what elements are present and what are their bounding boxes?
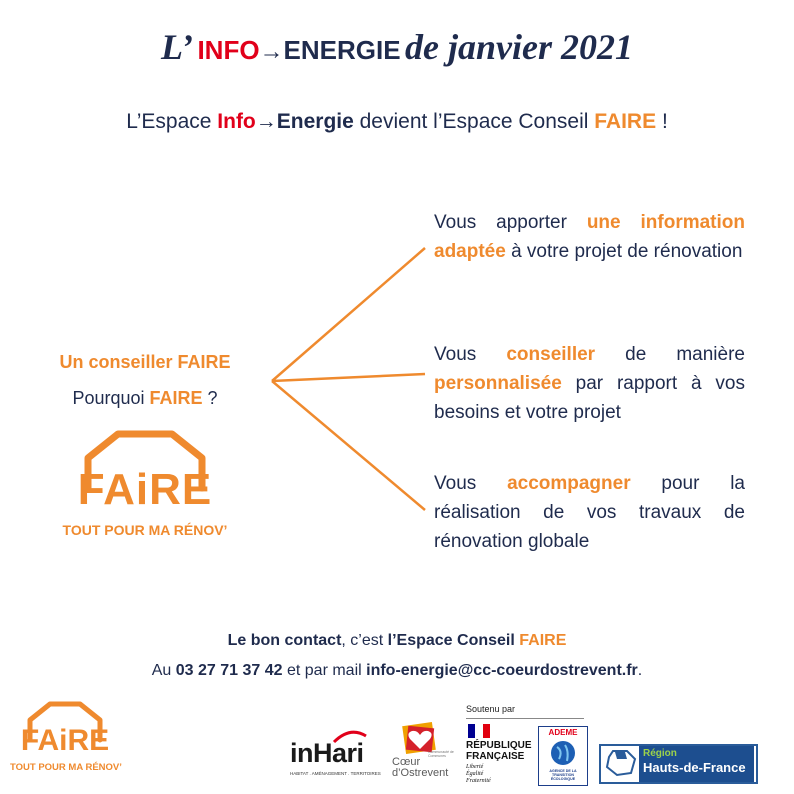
connector-line-top: [272, 248, 425, 381]
contact-text: l’Espace Conseil: [387, 632, 520, 649]
benefit-text: à votre projet de rénovation: [505, 241, 743, 262]
marianne-flag-icon: [468, 724, 490, 738]
benefit-highlight: une information adaptée: [434, 212, 745, 262]
benefit-highlight: accompagner: [507, 473, 631, 494]
benefit-text: pour la réalisation de vos travaux de rénovation globale: [434, 473, 746, 552]
subtitle-energie: Energie: [276, 110, 354, 133]
coeur-ostrevent-logo: [388, 722, 462, 782]
faire-logo-word: FAiRE: [77, 465, 213, 514]
rf-motto-2: Égalité: [466, 771, 484, 777]
inhari-word: inHari: [290, 738, 364, 768]
contact-text: et par mail: [282, 662, 367, 679]
benefit-text: de manière: [595, 344, 745, 365]
region-name: Hauts-de-France: [643, 760, 746, 775]
ademe-tagline: AGENCE DE LA TRANSITION ÉCOLOGIQUE: [549, 769, 577, 782]
question-faire: FAIRE: [149, 388, 203, 408]
phone-link[interactable]: 03 27 71 37 42: [175, 662, 283, 679]
contact-faire: FAIRE: [519, 632, 567, 649]
ademe-logo: [538, 726, 588, 786]
contact-details: [0, 662, 794, 680]
connector-line-bottom: [272, 381, 425, 510]
faire-logo-small: [10, 700, 120, 780]
benefit-item-information: [434, 208, 745, 266]
rf-line-1: RÉPUBLIQUE: [466, 740, 532, 751]
contact-text: Le bon contact: [227, 632, 342, 649]
faire-logo-tagline: TOUT POUR MA RÉNOV’: [62, 522, 228, 538]
subtitle-text-2: devient l’Espace Conseil: [353, 110, 595, 133]
coeur-word-2: d’Ostrevent: [392, 767, 449, 779]
coeur-side-text: Communauté de Communes: [428, 750, 454, 758]
republique-francaise-logo: [464, 724, 534, 784]
faire-small-tagline: TOUT POUR MA RÉNOV’: [10, 762, 122, 773]
contact-line: [0, 632, 794, 650]
title-info: INFO: [197, 35, 260, 65]
subtitle-arrow: →: [255, 110, 277, 133]
france-map-icon: [605, 749, 637, 777]
title-date: de janvier 2021: [405, 27, 634, 67]
benefit-item-accompagnement: [434, 469, 745, 556]
left-heading: Un conseiller FAIRE: [59, 352, 231, 372]
subtitle-info: Info: [217, 110, 256, 133]
benefit-text: Vous apporter: [434, 212, 587, 233]
rf-motto-3: Fraternité: [466, 778, 491, 784]
benefit-highlight: personnalisée: [434, 373, 562, 394]
connector-line-middle: [272, 374, 425, 381]
soutenu-divider: [466, 718, 584, 719]
subtitle-end: !: [656, 110, 668, 133]
benefit-item-conseil: [434, 340, 745, 427]
question-prefix: Pourquoi: [72, 388, 150, 408]
contact-text: Au: [151, 662, 176, 679]
subtitle-text-1: L’Espace: [126, 110, 218, 133]
soutenu-par-label: Soutenu par: [466, 704, 516, 714]
title-arrow: →: [259, 38, 284, 65]
benefit-text: par rapport à vos besoins et votre projet: [434, 373, 745, 423]
contact-text: , c’est: [341, 632, 388, 649]
benefit-highlight: conseiller: [506, 344, 596, 365]
faire-small-word: FAiRE: [20, 724, 110, 757]
globe-icon: [549, 739, 577, 767]
coeur-word-1: Cœur: [392, 756, 421, 768]
region-hdf-logo: [599, 744, 758, 784]
email-link[interactable]: info-energie@cc-coeurdostrevent.fr: [366, 662, 638, 679]
title-prefix: L’: [160, 27, 193, 67]
inhari-logo: [290, 734, 381, 784]
question-suffix: ?: [202, 388, 218, 408]
title-energie: ENERGIE: [283, 35, 401, 65]
rf-motto-1: Liberté: [466, 764, 484, 770]
benefit-text: Vous: [434, 473, 508, 494]
inhari-tagline: HABITAT . AMÉNAGEMENT . TERRITOIRES: [290, 771, 381, 776]
contact-text: .: [637, 662, 643, 679]
benefit-text: Vous: [434, 344, 507, 365]
rf-line-2: FRANÇAISE: [466, 751, 525, 762]
region-word: Région: [643, 748, 677, 759]
subtitle-faire: FAIRE: [594, 110, 657, 133]
ademe-word: ADEME: [548, 728, 578, 737]
